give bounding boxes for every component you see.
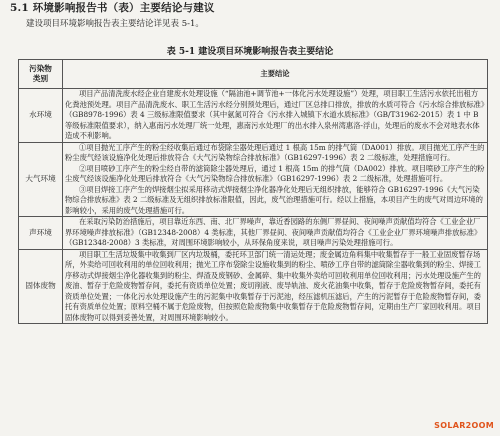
table-header-row: [19, 60, 488, 89]
conclusion-paragraph: 项目产品清洗废水经企业自建废水处理设施（“隔油池+调节池+一体化污水处理设施”）处理，项目职工生活污水依托出租方化粪池预处理。项目产品清洗废水、职工生活污水经分别预处理后，通过厂区总排口排放，排放的水质可符合《污水综合排放标准》（GB8978-1996）表 4 三级标准限值要求（其中氨氮可符合《污水排入城镇下水道水质标准》（GB/T31962-2015）表 1 中 B 等级标准限值要求），纳入惠南污水处理厂统一处理，惠南污水处理厂的出水排入泉州湾惠洛-浮山，处理后的废水不会对地表水体造成不利影响。: [65, 89, 485, 140]
intro-text: 建设项目环境影响报告表主要结论详见表 5-1。: [26, 19, 204, 29]
header-category-label: 污染物 类别: [29, 64, 52, 83]
conclusion-table: [18, 59, 488, 324]
conclusion-paragraph: 在采取污染防治措施后，项目靠近东西、南、北厂界噪声，靠近香园路的东侧厂界昼间、夜间噪声贡献值均符合《工业企业厂界环境噪声排放标准》（GB12348-2008）4 类标准，其他厂界昼间、夜间噪声贡献值均符合《工业企业厂界环境噪声排放标准》（GB12348-2008）3 类标准，对周围环境影响较小，从环保角度来说，项目噪声污染处理措施可行。: [65, 217, 482, 247]
watermark-logo: SOLAR2OOM: [434, 421, 494, 430]
table-row: [19, 249, 488, 324]
conclusion-paragraph: ②项目喷砂工序产生的粉尘经自带的滤筒除尘器处理后，通过 1 根高 15m 的排气筒（DA002）排放。项目喷砂工序产生的粉尘废气经该设施净化处理后排放符合《大气污染物综合排放标准》（GB16297-1996）表 2 二级标准，处理措施可行。: [65, 163, 485, 183]
row-conclusion: [63, 142, 488, 217]
section-title: 5.1 环境影响报告书（表）主要结论与建议: [10, 2, 215, 14]
row-category: 固体废物: [19, 249, 63, 324]
row-conclusion: [63, 217, 488, 250]
header-category: [19, 60, 63, 89]
row-category: 声环境: [19, 217, 63, 250]
table-row: [19, 89, 488, 143]
header-conclusion: 主要结论: [63, 60, 488, 89]
row-conclusion: [63, 249, 488, 324]
table-caption: 表 5-1 建设项目环境影响报告表主要结论: [166, 47, 334, 57]
conclusion-paragraph: ③项目焊接工序产生的焊接烟尘拟采用移动式焊接烟尘净化器净化处理后无组织排放，能够符合 GB16297-1996《大气污染物综合排放标准》表 2 二级标准及无组织排放标准限值，因此，废气治理措施可行。经以上措施，本项目产生的废气对周边环境的影响较小，采用的废气处理措施可行。: [65, 184, 483, 215]
row-category: 大气环境: [19, 142, 63, 217]
table-row: [19, 217, 488, 250]
row-conclusion: [63, 89, 488, 143]
conclusion-paragraph: ①项目抛光工序产生的粉尘经收集后通过布袋除尘器处理后通过 1 根高 15m 的排气筒（DA001）排放。项目抛光工序产生的粉尘废气经该设施净化处理后排放符合《大气污染物综合排放标准》（GB16297-1996）表 2 二级标准，处理措施可行。: [65, 142, 485, 162]
table-row: [19, 142, 488, 217]
conclusion-paragraph: 项目职工生活垃圾集中收集到厂区内垃圾桶，委托环卫部门统一清运处理；废金属边角料集中收集暂存于一般工业固废暂存场所，外卖给可回收利用的单位回收利用；抛光工序布袋除尘设施收集到的粉尘、喷砂工序自带的滤筒除尘器收集到的粉尘、焊接工序移动式焊接烟尘净化器收集到的粉尘、焊渣及废钢砂、金属碎、集中收集外卖给可回收利用单位回收利用；污水处理设施产生的废油、暂存于危险废物暂存间，委托有资质单位处置；废切削液、废导轨油、废火花油集中收集，暂存于危险废物暂存间，委托有资质单位处置；一体化污水处理设施产生的污泥集中收集暂存于污泥池，经压滤机压滤后，产生的污泥暂存于危险废物暂存间，委托有资质单位处置；原料空桶不属于危险废物，但按照危险废物集中收集暂存于危险废物暂存间，定期由生产厂家回收利用。项目固体废物可以得到妥善处置，对周围环境影响较小。: [65, 249, 481, 322]
row-category: 水环境: [19, 89, 63, 143]
